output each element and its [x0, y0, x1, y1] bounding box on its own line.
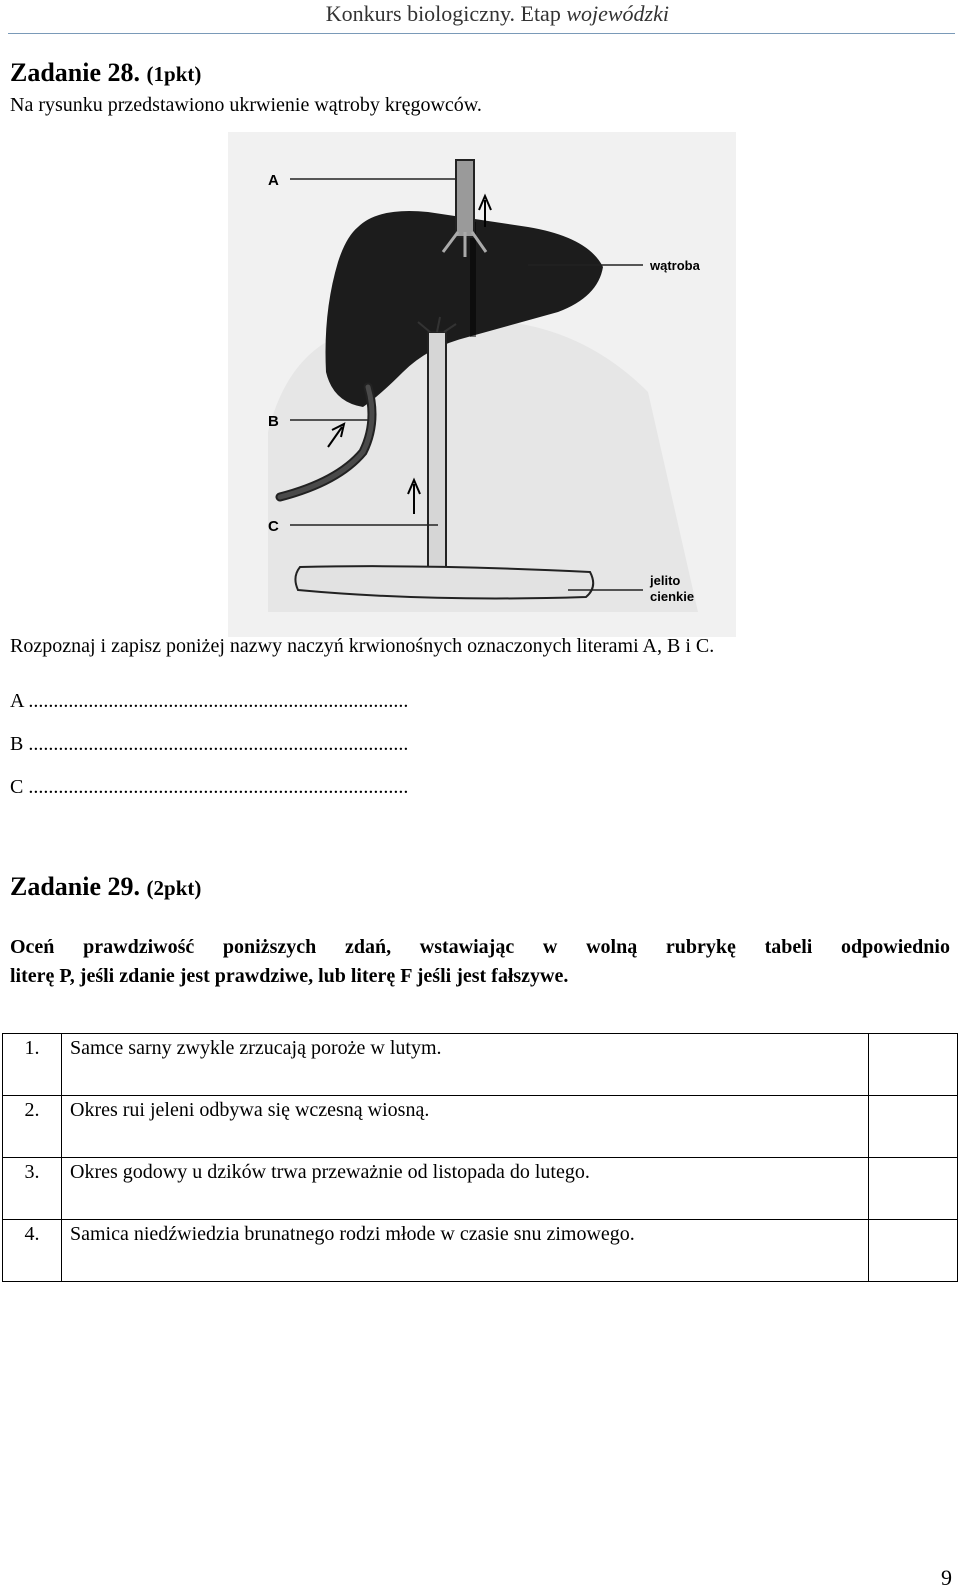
task29-instruction-line1: Oceń prawdziwość poniższych zdań, wstawiając w wolną rubrykę tabeli odpowiednio	[10, 936, 950, 958]
table-row	[3, 1096, 958, 1158]
table-row	[3, 1158, 958, 1220]
answer-line-b[interactable]: B ............................................................................	[10, 733, 409, 755]
task28-question: Rozpoznaj i zapisz poniżej nazwy naczyń krwionośnych oznaczonych literami A, B i C.	[10, 635, 715, 657]
small-intestine	[295, 566, 593, 598]
task28-intro: Na rysunku przedstawiono ukrwienie wątroby kręgowców.	[10, 94, 482, 116]
figure-label-liver: wątroba	[650, 258, 700, 273]
task29-instruction	[10, 933, 950, 991]
row-number: 2.	[3, 1096, 62, 1158]
figure-label-c: C	[268, 518, 279, 535]
figure-label-intestine-1: jelito	[650, 573, 681, 588]
liver-blood-supply-figure	[228, 132, 736, 637]
task29-title-text: Zadanie 29.	[10, 872, 141, 901]
statement-text: Okres godowy u dzików trwa przeważnie od listopada do lutego.	[62, 1158, 869, 1220]
statement-text: Samce sarny zwykle zrzucają poroże w lutym.	[62, 1034, 869, 1096]
task29-points: (2pkt)	[146, 876, 202, 900]
header-title-regular: Konkurs biologiczny. Etap	[325, 1, 567, 26]
header-divider	[8, 33, 955, 34]
statement-text: Okres rui jeleni odbywa się wczesną wiosną.	[62, 1096, 869, 1158]
statement-text: Samica niedźwiedzia brunatnego rodzi młode w czasie snu zimowego.	[62, 1220, 869, 1282]
header-title	[326, 1, 669, 27]
task29-title	[10, 872, 201, 902]
table-row	[3, 1034, 958, 1096]
table-row	[3, 1220, 958, 1282]
vessel-c	[428, 332, 446, 572]
task28-title	[10, 58, 201, 88]
answer-line-c[interactable]: C ............................................................................	[10, 776, 409, 798]
answer-cell[interactable]	[869, 1220, 958, 1282]
figure-label-b: B	[268, 413, 279, 430]
page-header	[0, 0, 955, 40]
answer-cell[interactable]	[869, 1034, 958, 1096]
task29-instruction-line2: literę P, jeśli zdanie jest prawdziwe, lub literę F jeśli jest fałszywe.	[10, 965, 569, 987]
row-number: 4.	[3, 1220, 62, 1282]
row-number: 1.	[3, 1034, 62, 1096]
row-number: 3.	[3, 1158, 62, 1220]
page-number: 9	[941, 1565, 952, 1590]
answer-line-a[interactable]: A ............................................................................	[10, 690, 409, 712]
task28-title-text: Zadanie 28.	[10, 58, 141, 87]
true-false-table	[2, 1033, 958, 1282]
vessel-a	[456, 160, 474, 237]
figure-label-a: A	[268, 172, 279, 189]
figure-label-intestine-2: cienkie	[650, 589, 695, 604]
task28-points: (1pkt)	[146, 62, 202, 86]
header-title-italic: wojewódzki	[566, 1, 669, 26]
answer-cell[interactable]	[869, 1096, 958, 1158]
answer-cell[interactable]	[869, 1158, 958, 1220]
